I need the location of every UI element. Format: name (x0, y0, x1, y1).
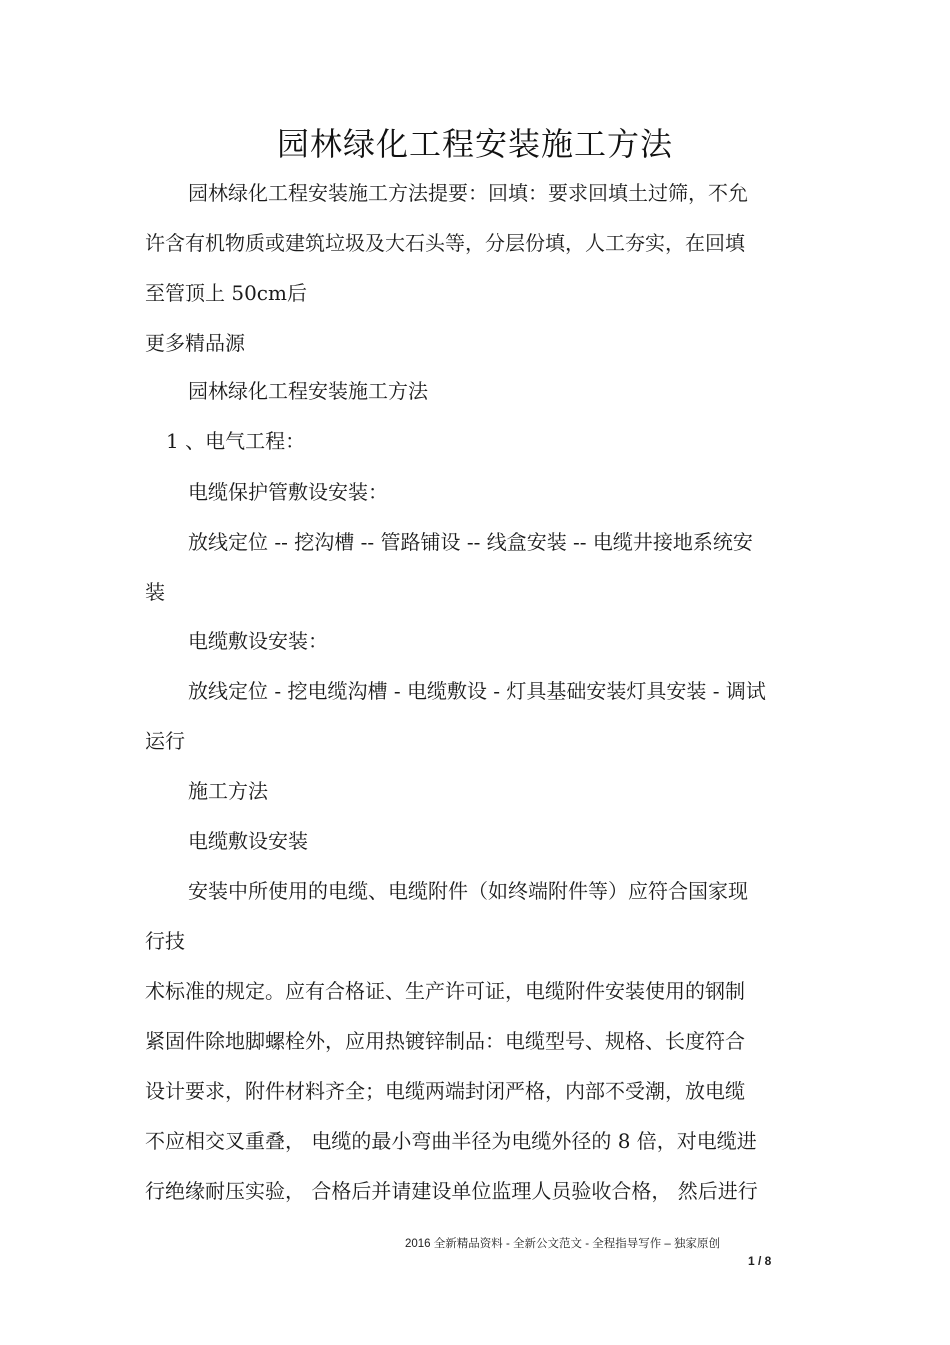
page-number: 1 / 8 (748, 1254, 772, 1268)
paragraph-line: 电缆敷设安装 (188, 829, 308, 853)
paragraph-line: 电缆保护管敷设安装： (188, 480, 388, 504)
paragraph-line: 施工方法 (188, 779, 268, 803)
paragraph-line: 更多精品源 (145, 331, 245, 355)
footer-text: 2016 全新精品资料 - 全新公文范文 - 全程指导写作 – 独家原创 (405, 1238, 721, 1250)
paragraph-line: 术标准的规定。应有合格证、生产许可证，电缆附件安装使用的钢制 (145, 979, 745, 1003)
paragraph-line: 装 (145, 580, 165, 604)
paragraph-line: 行技 (145, 929, 185, 953)
paragraph-line: 运行 (145, 729, 185, 753)
paragraph-line: 园林绿化工程安装施工方法 (188, 379, 428, 403)
paragraph-line: 紧固件除地脚螺栓外，应用热镀锌制品：电缆型号、规格、长度符合 (145, 1029, 745, 1053)
paragraph-line: 不应相交叉重叠， 电缆的最小弯曲半径为电缆外径的 8 倍，对电缆进 (145, 1129, 757, 1153)
document-title: 园林绿化工程安装施工方法 (276, 125, 673, 163)
paragraph-line: 许含有机物质或建筑垃圾及大石头等，分层份填，人工夯实，在回填 (145, 231, 745, 255)
paragraph-line: 安装中所使用的电缆、电缆附件（如终端附件等）应符合国家现 (188, 879, 748, 903)
paragraph-line: 至管顶上 50cm后 (145, 281, 307, 305)
paragraph-line: 放线定位 -- 挖沟槽 -- 管路铺设 -- 线盒安装 -- 电缆井接地系统安 (188, 530, 753, 554)
section-heading: 1 、电气工程： (166, 429, 306, 453)
paragraph-line: 设计要求，附件材料齐全；电缆两端封闭严格，内部不受潮，放电缆 (145, 1079, 745, 1103)
paragraph-line: 行绝缘耐压实验， 合格后并请建设单位监理人员验收合格， 然后进行 (145, 1179, 758, 1203)
paragraph-line: 电缆敷设安装： (188, 629, 328, 653)
paragraph-line: 园林绿化工程安装施工方法提要：回填：要求回填土过筛，不允 (188, 181, 748, 205)
paragraph-line: 放线定位 - 挖电缆沟槽 - 电缆敷设 - 灯具基础安装灯具安装 - 调试 (188, 679, 766, 703)
